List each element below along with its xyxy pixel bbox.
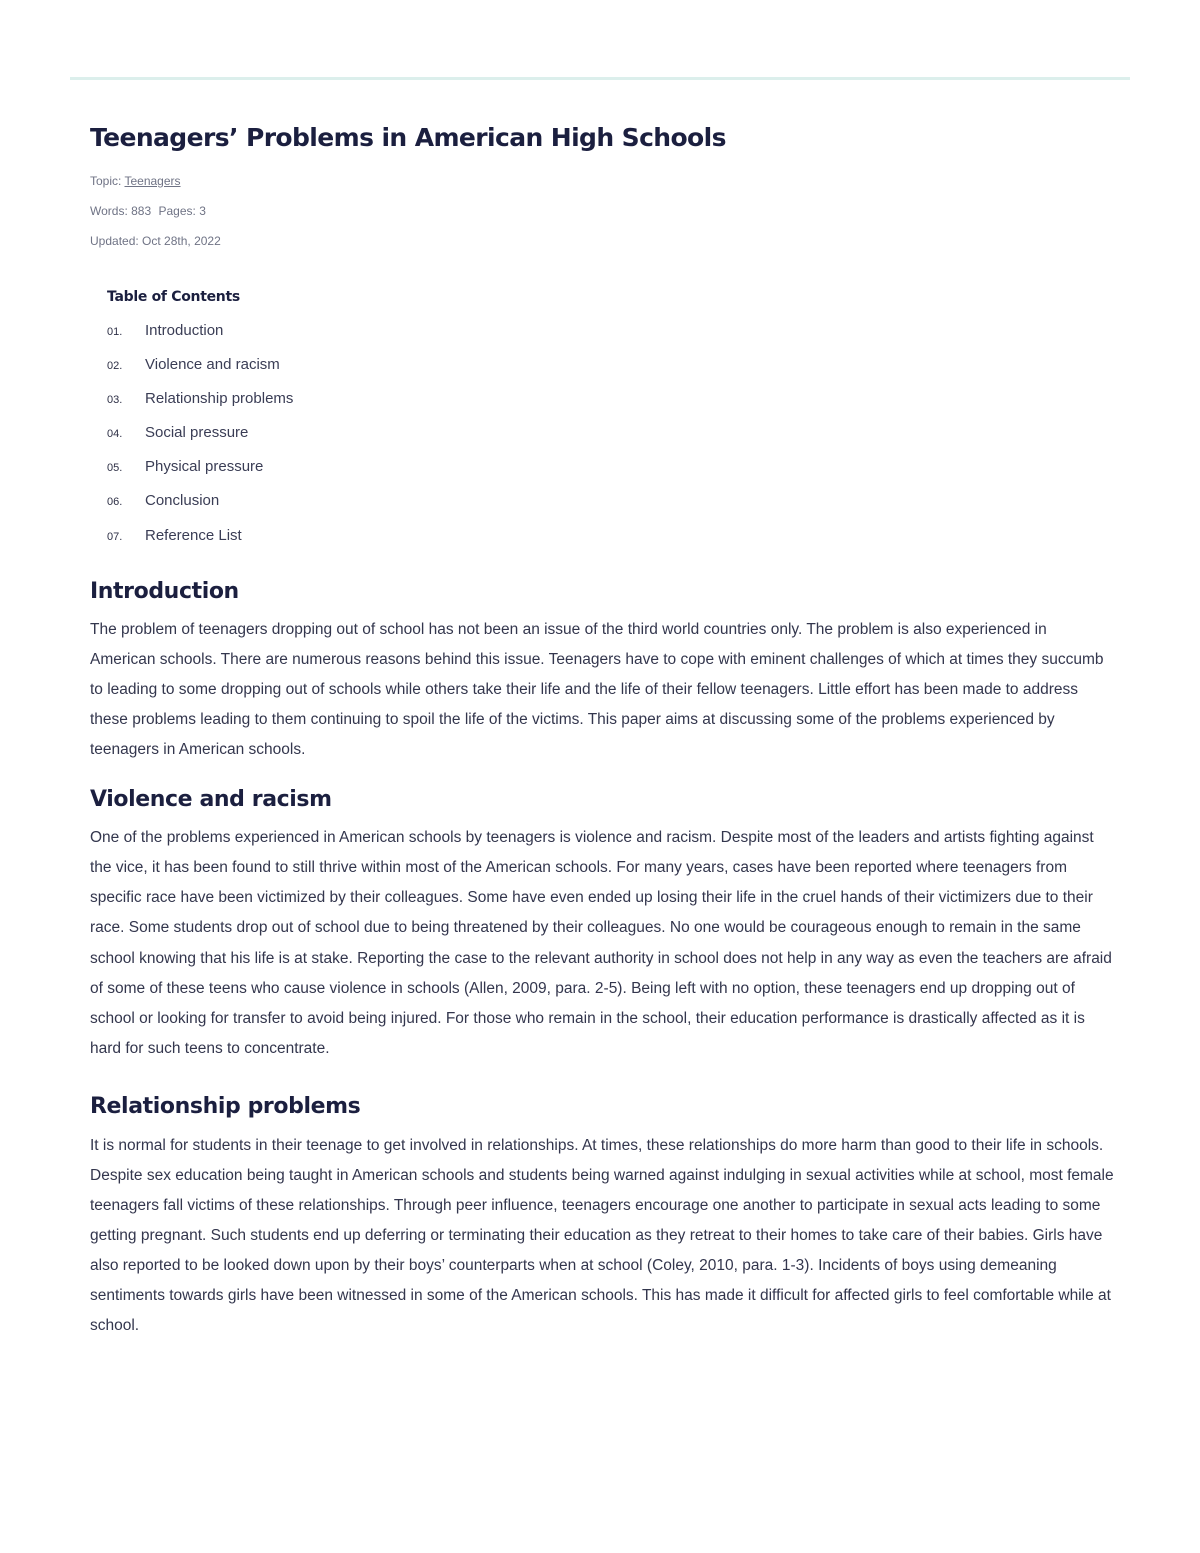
- toc-label: Violence and racism: [145, 356, 280, 374]
- essay-content: [90, 118, 1115, 1342]
- toc-item-violence[interactable]: [107, 348, 1115, 382]
- toc-label: Relationship problems: [145, 390, 294, 408]
- page-count: Pages: 3: [158, 204, 206, 218]
- toc-item-introduction[interactable]: [107, 314, 1115, 348]
- topic-label: Topic:: [90, 174, 122, 188]
- section-heading: Violence and racism: [90, 787, 332, 813]
- section-relationship: [90, 1090, 1115, 1342]
- toc-number: 02.: [107, 360, 123, 373]
- toc-label: Conclusion: [145, 492, 220, 510]
- updated-row: [90, 226, 1115, 256]
- toc-number: 01.: [107, 326, 123, 338]
- toc-title: Table of Contents: [107, 289, 240, 305]
- section-heading: Relationship problems: [90, 1093, 361, 1119]
- toc-number: 06.: [107, 496, 123, 509]
- toc-label: Physical pressure: [145, 458, 264, 476]
- section-paragraph: The problem of teenagers dropping out of school has not been an issue of the third world countries only. The problem is also experienced in American schools. There are numerous reasons behind this issue. Teenagers have to cope with eminent challenges of which at times they succumb to leading to some dropping out of schools while others take their life and the life of their fellow teenagers. Little effort has been made to address these problems leading to them continuing to spoil the life of the victims. This paper aims at discussing some of the problems experienced by teenagers in American schools.: [90, 620, 1104, 759]
- toc-number: 07.: [107, 530, 123, 543]
- stats-row: [90, 196, 1115, 226]
- section-paragraph: One of the problems experienced in American schools by teenagers is violence and racism. Despite most of the leaders and artists fighting against the vice, it has been found to still thrive within most of the American schools. For many years, cases have been reported where teenagers from specific race have been victimized by their colleagues. Some have even ended up losing their life in the cruel hands of their victimizers due to their race. Some students drop out of school due to being threatened by their colleagues. No one would be courageous enough to remain in the same school knowing that his life is at stake. Reporting the case to the relevant authority in school does not help in any way as even the teachers are afraid of some of these teens who cause violence in schools (Allen, 2009, para. 2-5). Being left with no option, these teenagers end up dropping out of school or looking for transfer to avoid being injured. For those who remain in the school, their education performance is drastically affected as it is hard for such teens to concentrate.: [90, 829, 1112, 1057]
- toc-number: 03.: [107, 394, 123, 407]
- toc-number: 05.: [107, 462, 123, 475]
- toc-label: Introduction: [145, 322, 224, 339]
- updated-date: Updated: Oct 28th, 2022: [90, 234, 221, 248]
- topic-link[interactable]: Teenagers: [124, 174, 181, 188]
- section-heading: Introduction: [90, 578, 239, 604]
- toc-item-references[interactable]: [107, 519, 1115, 553]
- section-paragraph: It is normal for students in their teenage to get involved in relationships. At times, these relationships do more harm than good to their life in schools. Despite sex education being taught in American schools and students being warned against indulging in sexual activities while at school, most female teenagers fall victims of these relationships. Through peer influence, teenagers encourage one another to participate in sexual acts leading to some getting pregnant. Such students end up deferring or terminating their education as they retreat to their homes to take care of their babies. Girls have also reported to be looked down upon by their boys’ counterparts when at school (Coley, 2010, para. 1-3). Incidents of boys using demeaning sentiments towards girls have been witnessed in some of the American schools. This has made it difficult for affected girls to feel comfortable while at school.: [90, 1136, 1114, 1335]
- section-violence: [90, 783, 1115, 1064]
- toc-item-social[interactable]: [107, 416, 1115, 450]
- top-divider: [70, 77, 1130, 80]
- toc-label: Reference List: [145, 526, 242, 544]
- page-title: Teenagers’ Problems in American High Schools: [90, 123, 726, 152]
- toc-item-conclusion[interactable]: [107, 484, 1115, 518]
- section-introduction: [90, 575, 1115, 765]
- topic-row: [90, 166, 1115, 196]
- toc-item-physical[interactable]: [107, 450, 1115, 484]
- toc-label: Social pressure: [145, 424, 249, 442]
- word-count: Words: 883: [90, 204, 152, 218]
- toc-number: 04.: [107, 428, 123, 441]
- toc-item-relationship[interactable]: [107, 382, 1115, 416]
- table-of-contents: [107, 286, 1115, 553]
- essay-meta: [90, 166, 1115, 256]
- toc-list: [107, 314, 1115, 553]
